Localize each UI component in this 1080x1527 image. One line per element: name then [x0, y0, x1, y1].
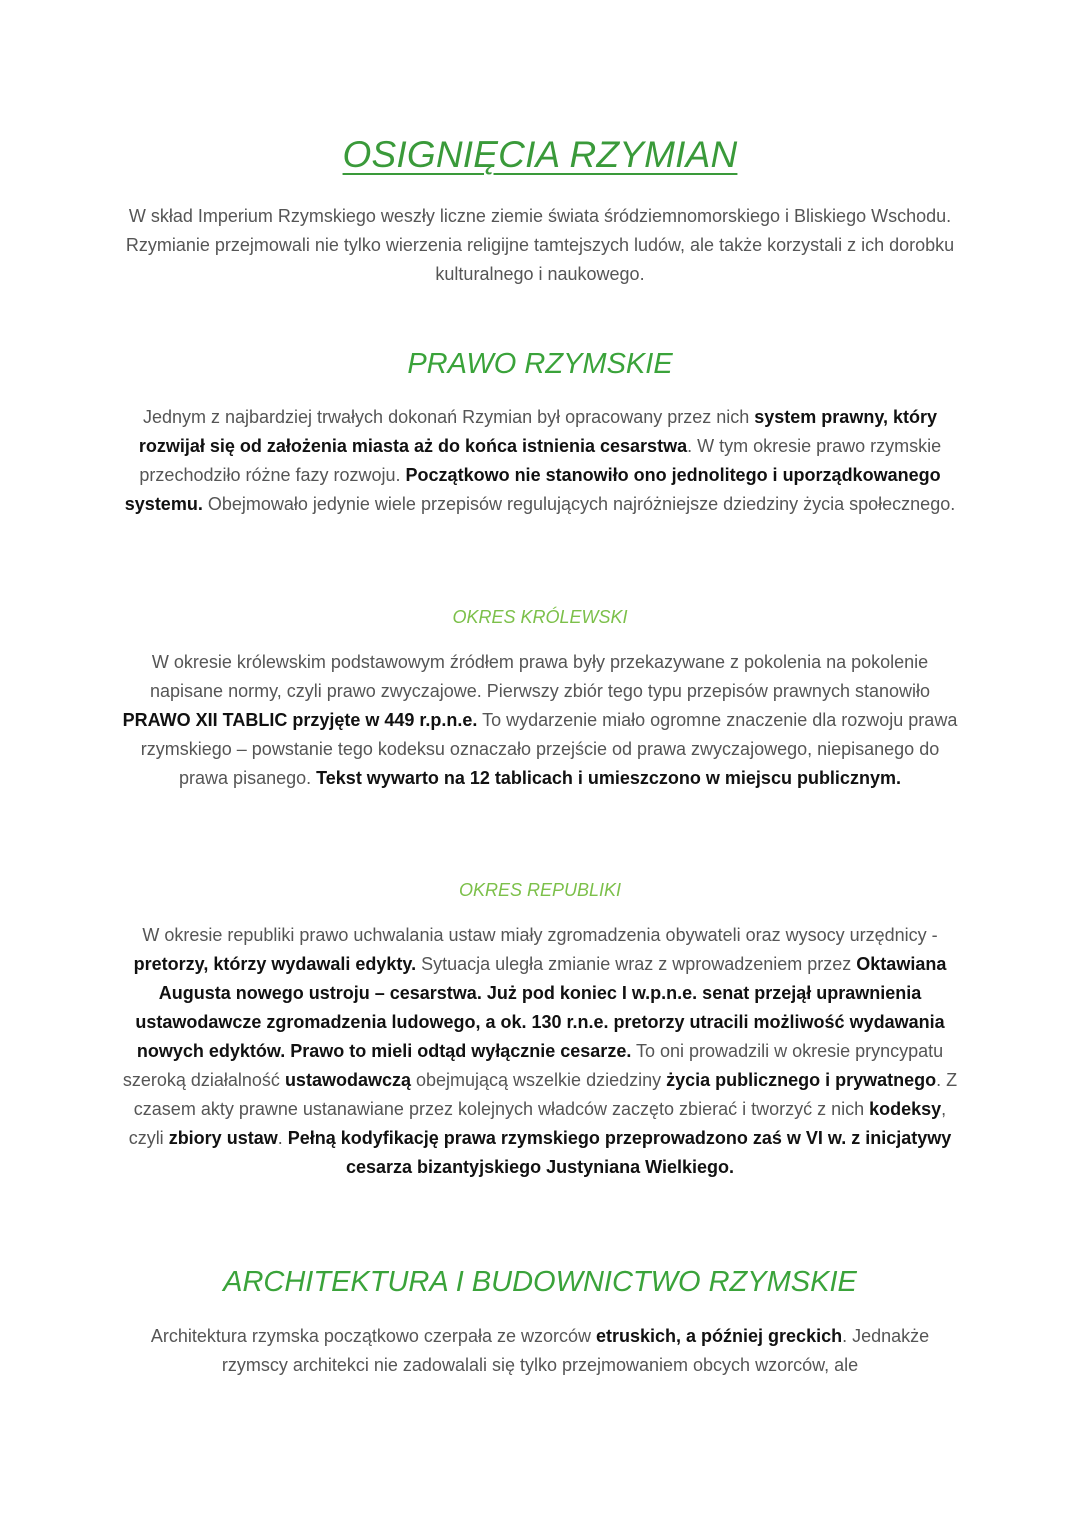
heading-prawo-rzymskie: PRAWO RZYMSKIE: [407, 348, 673, 380]
paragraph-prawo-rzymskie: Jednym z najbardziej trwałych dokonań Rzymian był opracowany przez nich system prawny, który rozwijał się od założenia miasta aż do końca istnienia cesarstwa. W tym okresie prawo rzymskie przechodziło różne fazy rozwoju. Początkowo nie stanowiło ono jednolitego i uporządkowanego systemu. Obejmowało jedynie wiele przepisów regulujących najróżniejsze dziedziny życia społecznego.: [124, 407, 956, 514]
intro-paragraph: W skład Imperium Rzymskiego weszły liczne ziemie świata śródziemnomorskiego i Bliskiego Wschodu. Rzymianie przejmowali nie tylko wierzenia religijne tamtejszych ludów, ale także korzystali z ich dorobku kulturalnego i naukowego.: [125, 206, 955, 284]
paragraph-okres-krolewski: W okresie królewskim podstawowym źródłem prawa były przekazywane z pokolenia na pokolenie napisane normy, czyli prawo zwyczajowe. Pierwszy zbiór tego typu przepisów prawnych stanowiło PRAWO XII TABLIC przyjęte w 449 r.p.n.e. To wydarzenie miało ogromne znaczenie dla rozwoju prawa rzymskiego – powstanie tego kodeksu oznaczało przejście od prawa zwyczajowego, niepisanego do prawa pisanego. Tekst wywarto na 12 tablicach i umieszczono w miejscu publicznym.: [122, 652, 958, 788]
heading-okres-krolewski: OKRES KRÓLEWSKI: [452, 607, 628, 627]
heading-okres-republiki: OKRES REPUBLIKI: [458, 880, 622, 900]
document-title: OSIGNIĘCIA RZYMIAN: [342, 134, 738, 175]
paragraph-architektura: Architektura rzymska początkowo czerpała ze wzorców etruskich, a później greckich. Jednakże rzymscy architekci nie zadowalali się tylko przejmowaniem obcych wzorców, ale: [150, 1326, 930, 1375]
heading-architektura: ARCHITEKTURA I BUDOWNICTWO RZYMSKIE: [223, 1266, 857, 1298]
paragraph-okres-republiki: W okresie republiki prawo uchwalania ustaw miały zgromadzenia obywateli oraz wysocy urzędnicy - pretorzy, którzy wydawali edykty. Sytuacja uległa zmianie wraz z wprowadzeniem przez Oktawiana Augusta nowego ustroju – cesarstwa. Już pod koniec I w.p.n.e. senat przejął uprawnienia ustawodawcze zgromadzenia ludowego, a ok. 130 r.n.e. pretorzy utracili możliwość wydawania nowych edyktów. Prawo to mieli odtąd wyłącznie cesarze. To oni prowadzili w okresie pryncypatu szeroką działalność ustawodawczą obejmującą wszelkie dziedziny życia publicznego i prywatnego. Z czasem akty prawne ustanawiane przez kolejnych władców zaczęto zbierać i tworzyć z nich kodeksy, czyli zbiory ustaw. Pełną kodyfikację prawa rzymskiego przeprowadzono zaś w VI w. z inicjatywy cesarza bizantyjskiego Justyniana Wielkiego.: [122, 925, 958, 1177]
